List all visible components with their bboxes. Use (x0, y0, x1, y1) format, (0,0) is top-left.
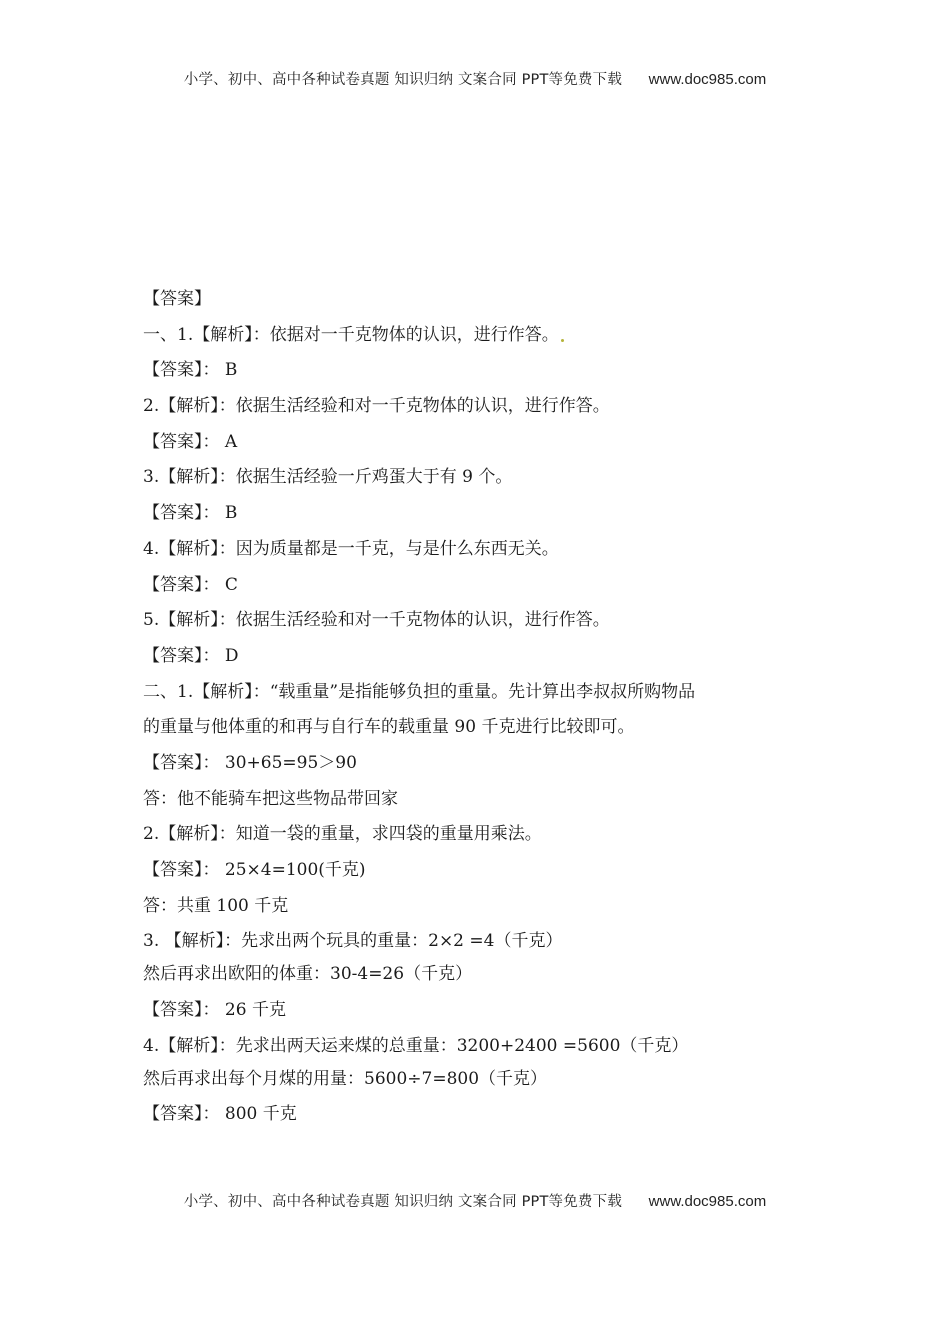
analysis-line: 二、1.【解析】：“载重量”是指能够负担的重量。先计算出李叔叔所购物品 (143, 681, 696, 702)
reply-line: 答：共重 100 千克 (143, 895, 289, 916)
analysis-line-continued: 然后再求出欧阳的体重：30-4=26（千克） (143, 964, 473, 985)
ink-dot (561, 339, 564, 342)
analysis-line: 5.【解析】：依据生活经验和对一千克物体的认识，进行作答。 (143, 610, 610, 631)
analysis-line-continued: 然后再求出每个月煤的用量：5600÷7=800（千克） (143, 1068, 548, 1089)
answer-content (143, 286, 813, 1137)
answer-line: 【答案】： D (143, 645, 239, 666)
analysis-line-continued: 的重量与他体重的和再与自行车的载重量 90 千克进行比较即可。 (143, 717, 635, 738)
analysis-line: 3. 【解析】：先求出两个玩具的重量：2×2 =4（千克） (143, 931, 563, 952)
analysis-line: 2.【解析】：知道一袋的重量，求四袋的重量用乘法。 (143, 824, 542, 845)
page-header (0, 68, 950, 89)
answer-heading: 【答案】 (143, 289, 211, 309)
reply-line: 答：他不能骑车把这些物品带回家 (143, 788, 398, 809)
answer-line: 【答案】： 26 千克 (143, 1000, 286, 1021)
answer-line: 【答案】： B (143, 360, 238, 381)
footer-text: 小学、初中、高中各种试卷真题 知识归纳 文案合同 PPT等免费下载 (183, 1194, 623, 1210)
header-text: 小学、初中、高中各种试卷真题 知识归纳 文案合同 PPT等免费下载 (183, 72, 623, 88)
analysis-line: 4.【解析】：先求出两天运来煤的总重量：3200+2400 =5600（千克） (143, 1035, 689, 1056)
answer-line: 【答案】： A (143, 431, 238, 452)
answer-line: 【答案】： 25×4=100(千克) (143, 860, 366, 880)
answer-line: 【答案】： 30+65=95＞90 (143, 752, 357, 773)
header-url[interactable]: www.doc985.com (648, 71, 767, 88)
page-footer (0, 1190, 950, 1211)
analysis-line: 3.【解析】：依据生活经验一斤鸡蛋大于有 9 个。 (143, 467, 513, 488)
answer-line: 【答案】： B (143, 503, 238, 524)
answer-line: 【答案】： C (143, 574, 238, 595)
analysis-line: 2.【解析】：依据生活经验和对一千克物体的认识，进行作答。 (143, 396, 610, 417)
answer-line: 【答案】： 800 千克 (143, 1104, 297, 1125)
analysis-line: 4.【解析】：因为质量都是一千克，与是什么东西无关。 (143, 538, 559, 559)
footer-url[interactable]: www.doc985.com (648, 1193, 767, 1210)
analysis-line: 一、1.【解析】：依据对一千克物体的认识，进行作答。 (143, 322, 813, 348)
